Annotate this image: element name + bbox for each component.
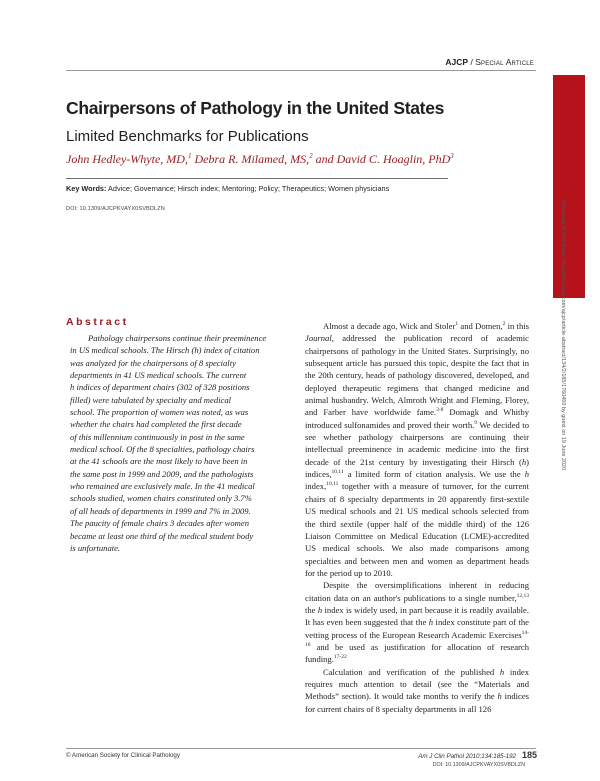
abstract-line: The paucity of female chairs 3 decades after women (70, 518, 250, 529)
abstract-heading: Abstract (66, 316, 129, 328)
footer-citation (418, 750, 537, 760)
abstract-line: of all heads of departments in 1999 and 7% in 2009. (70, 505, 251, 516)
author-name: Debra R. Milamed, MS, (194, 152, 310, 166)
author-affiliation: 3 (450, 152, 454, 160)
text-run: the (305, 604, 318, 615)
text-run: index, (305, 481, 327, 492)
reference-marker: 12,13 (516, 592, 529, 599)
abstract-line: is unfortunate. (70, 542, 121, 553)
text-run: in this (505, 321, 530, 331)
reference-marker: 10,11 (331, 469, 344, 476)
author-affiliation: 2 (309, 152, 313, 160)
text-run: a limited form of citation analysis. We use the (343, 469, 525, 480)
reference-marker: 17-22 (333, 654, 347, 661)
body-paragraph (305, 320, 529, 579)
text-run: Calculation and verification of the published (323, 666, 500, 677)
body-paragraph (305, 579, 529, 665)
abstract-line: Pathology chairpersons continue their preeminence (88, 333, 267, 343)
citation-text: Am J Clin Pathol 2010;134:185-192 (418, 753, 516, 760)
text-run: Almost a decade ago, Wick and Stoler (323, 321, 456, 331)
abstract-line: of this millennium continuously in post in the same (70, 431, 245, 442)
text-run: together with a measure of turnover, for the current chairs of 8 specialty departments in 20 apparently first-sextile US medical schools and 21 US medical schools selected from the third sextile (upper half of the middle third) of the 126 Liaison Committee on Medical Education (LCME)-accredited US medical schools. We also made comparisons among specialties and between men and women as department heads for the period up to 2010. (305, 481, 529, 578)
footer-rule (66, 748, 536, 749)
copyright: © American Society for Clinical Pathology (66, 752, 180, 759)
italic-term: h (499, 666, 505, 677)
text-run: indices for current chairs of 8 specialty departments in all 126 (305, 691, 529, 714)
abstract-line: was analyzed for the chairpersons of 8 specialty (70, 357, 236, 368)
author-name: and David C. Hoaglin, PhD (315, 152, 451, 166)
reference-marker: 14-16 (305, 629, 529, 649)
italic-term: Journal (305, 333, 332, 344)
text-run: We decided to see whether pathology chairpersons are continuing their intellectual preeminence in academic medicine into the first decade of the 21st century by investigating their Hirsch ( (305, 419, 529, 467)
body-text (305, 320, 529, 715)
reference-marker: 2 (502, 321, 506, 328)
text-run: and be used as justification for allocation of research funding. (305, 641, 529, 665)
text-run: and Domen, (458, 321, 503, 331)
abstract-line: schools studied, women chairs constituted only 3.7% (70, 493, 252, 504)
author-name: John Hedley-Whyte, MD, (66, 152, 188, 166)
article-subtitle: Limited Benchmarks for Publications (66, 128, 309, 145)
text-run: index requires much attention to detail (see the “Materials and Methods” section). It would take months to verify the (305, 666, 529, 702)
abstract-line: at the 41 schools are the most likely to have been in (70, 456, 248, 467)
italic-term: h (521, 456, 527, 467)
keywords-rule (66, 178, 448, 179)
text-run: index constitute part of the vetting process of the European Research Academic Exercises (305, 617, 529, 640)
abstract-line: medical school. Of the 8 specialties, pathology chairs (70, 444, 255, 455)
footer-doi[interactable]: DOI: 10.1309/AJCPKVAYX0SVBDLZN (432, 762, 525, 768)
text-run: , addressed the publication record of academic chairpersons of pathology in the United States. Surprisingly, no subsequent article has pursued this topic, despite the fact that in the 20th century, heads of pathology discovered, developed, and deployed therapeutic regimens that changed medicine and animal husbandry. Welch, Almroth Wright and Fleming, Florey, and Farber have worldwide fame. (305, 333, 529, 418)
text-run: Domagk and Whitby introduced sulfonamides and proved their worth. (305, 407, 529, 430)
header-rule (66, 70, 536, 71)
abstract-line: departments in 41 US medical schools. The current (70, 370, 247, 381)
page-number: 185 (521, 750, 537, 760)
abstract-line: school. The proportion of women was noted, as was (70, 407, 249, 418)
italic-term: h (524, 469, 529, 480)
reference-marker: 3-8 (436, 407, 444, 414)
reference-marker: 1 (455, 321, 459, 328)
running-header (445, 57, 534, 67)
abstract-line: who remained are exclusively male. In the 41 medical (70, 481, 255, 492)
body-paragraph (305, 666, 529, 715)
reference-marker: 9 (474, 419, 478, 426)
abstract-text (70, 332, 288, 554)
abstract-line: the same post in 1999 and 2009, and the pathologists (70, 468, 254, 479)
text-run: ) indices, (305, 456, 529, 480)
header-separator: / (468, 57, 476, 67)
italic-term: h (317, 604, 323, 615)
abstract-line: filled) were tabulated by specialty and medical (70, 394, 232, 405)
text-run: Despite the oversimplifications inherent in reducing citation data on an author's publications to a single number, (305, 580, 529, 603)
section-label: Special Article (475, 57, 534, 67)
italic-term: h (428, 617, 434, 628)
download-text[interactable]: Downloaded from https://academic.oup.com/ajcp/article-abstract/134/2/185/1760450 by guest on 19 June 2020 (560, 200, 566, 471)
abstract-line: h indices of department chairs (302 of 328 positions (70, 382, 250, 393)
article-title: Chairpersons of Pathology in the United States (66, 98, 445, 118)
keywords-text: Advice; Governance; Hirsch index; Mentoring; Policy; Therapeutics; Women physicians (108, 184, 390, 193)
abstract-line: in US medical schools. The Hirsch (h) index of citation (70, 345, 260, 356)
text-run: index is widely used, in part because it is readily available. It has even been suggested that the (305, 604, 529, 628)
keywords (66, 184, 466, 193)
abstract-line: became at least one third of the medical student body (70, 530, 254, 541)
author-affiliation: 1 (187, 152, 192, 160)
author-list (66, 152, 454, 167)
article-doi[interactable]: DOI: 10.1309/AJCPKVAYX0SVBDLZN (66, 206, 165, 212)
keywords-label: Key Words: (66, 184, 107, 193)
abstract-line: whether the chairs had completed the first decade (70, 419, 242, 430)
italic-term: h (497, 691, 502, 702)
journal-abbrev: AJCP (445, 57, 469, 67)
download-notice (556, 200, 568, 580)
reference-marker: 10,11 (326, 481, 339, 488)
